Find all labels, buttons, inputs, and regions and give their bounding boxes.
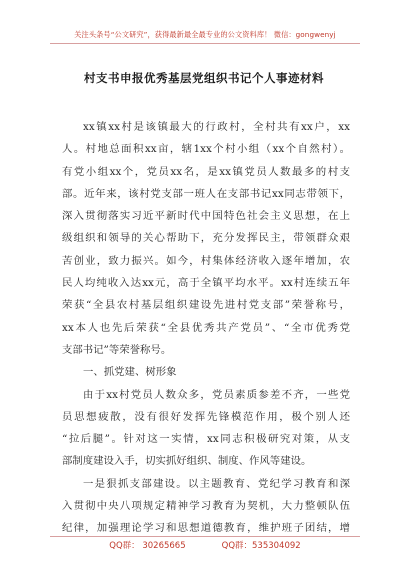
body-line: 纪律，加强理论学习和思想道德教育，维护班子团结，增 [62,522,350,535]
footer-qq-group-1: QQ群： 30265665 [109,541,186,551]
body-line: 荣获“全县农村基层组织建设先进村党支部”荣誉称号， [62,299,350,312]
page-header [50,20,360,44]
body-line: xx镇xx村是该镇最大的行政村，全村共有xx户，xx [83,121,350,133]
body-line: 入贯彻中央八项规定精神学习教育为契机，大力整顿队伍 [62,500,350,513]
footer-qq-group-2: QQ群：535304092 [221,541,301,551]
body-line: 一是狠抓支部建设。以主题教育、党纪学习教育和深 [83,477,350,490]
header-note: 关注头条号“公文研究”，获得最新最全最专业的公文资料库！ 微信：gongwenyj [74,30,336,39]
body-line: 部制度建设入手，切实抓好组织、制度、作风等建设。 [62,455,312,468]
body-line: 一、抓党建、树形象 [83,366,177,379]
body-line: 有党小组xx个，党员xx名，是xx镇党员人数最多的村支 [62,165,350,178]
body-line: xx本人也先后荣获“全县优秀共产党员”、“全市优秀党 [62,321,350,334]
body-line: 员思想疲散，没有很好发挥先锋模范作用，极个别人还 [62,410,350,423]
page-footer [50,536,360,553]
body-line: 人。村地总面积xx亩，辖1xx个村小组（xx个自然村）。 [62,143,350,156]
body-line: 民人均纯收入达xx元，高于全镇平均水平。xx村连续五年 [62,277,350,290]
body-line: 苦创业，致力振兴。如今，村集体经济收入逐年增加，农 [62,254,350,267]
document-title: 村支书申报优秀基层党组织书记个人事迹材料 [84,71,324,85]
body-line: 深入贯彻落实习近平新时代中国特色社会主义思想，在上 [62,210,350,223]
body-line: 级组织和领导的关心帮助下，充分发挥民主，带领群众艰 [62,232,350,245]
body-line: “拉后腿”。针对这一实情，xx同志积极研究对策，从支 [62,433,350,446]
body-line: 部。近年来，该村党支部一班人在支部书记xx同志带领下， [62,187,350,200]
body-line: 由于xx村党员人数众多，党员素质参差不齐，一些党 [83,388,350,401]
document-body [62,116,350,540]
body-line: 支部书记”等荣誉称号。 [62,343,172,356]
